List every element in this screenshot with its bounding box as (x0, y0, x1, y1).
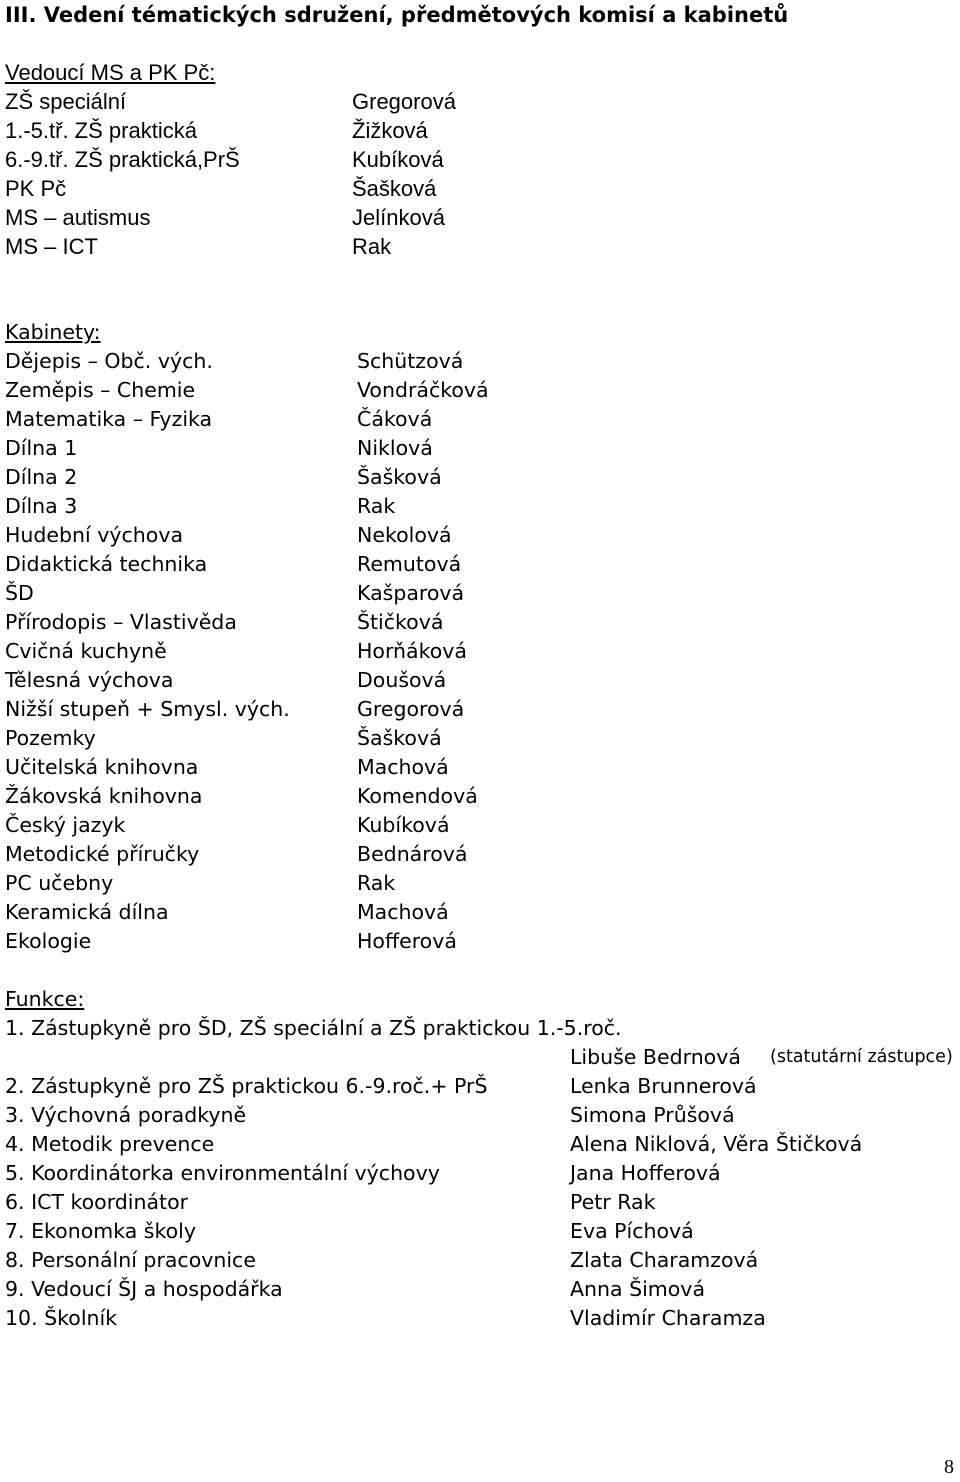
list-item (5, 1072, 955, 1101)
item-label: 6.-9.tř. ZŠ praktická,PrŠ (5, 147, 240, 172)
item-person: Lenka Brunnerová (570, 1074, 757, 1098)
item-person: Libuše Bedrnová (570, 1045, 741, 1069)
item-label: Dílna 2 (5, 465, 78, 489)
list-item (5, 782, 945, 811)
item-label: Didaktická technika (5, 552, 208, 576)
item-person: Kašparová (357, 581, 465, 605)
item-label: Ekologie (5, 929, 92, 953)
list-item (5, 695, 945, 724)
funkce-section-title: Funkce: (5, 987, 85, 1011)
item-label: 8. Personální pracovnice (5, 1248, 256, 1272)
item-label: Dějepis – Obč. vých. (5, 349, 213, 373)
list-item (5, 869, 945, 898)
list-item (5, 637, 945, 666)
item-label: Dílna 1 (5, 436, 78, 460)
item-person: Anna Šimová (570, 1277, 706, 1301)
item-label: PK Pč (5, 176, 67, 201)
list-item (5, 376, 945, 405)
list-item (5, 840, 945, 869)
item-person: Kubíková (352, 147, 444, 172)
item-label: 5. Koordinátorka environmentální výchovy (5, 1161, 440, 1185)
item-label: Metodické příručky (5, 842, 200, 866)
item-person: Eva Píchová (570, 1219, 694, 1243)
item-person: Štičková (357, 610, 444, 634)
list-item (5, 1043, 955, 1072)
item-label: Přírodopis – Vlastivěda (5, 610, 237, 634)
list-item (5, 1130, 955, 1159)
list-item (5, 232, 945, 261)
item-person: Jelínková (352, 205, 445, 230)
list-item (5, 724, 945, 753)
item-label: 9. Vedoucí ŠJ a hospodářka (5, 1277, 283, 1301)
item-label: ZŠ speciální (5, 89, 127, 114)
list-item (5, 927, 945, 956)
item-label: Pozemky (5, 726, 96, 750)
item-label: ŠD (5, 581, 34, 605)
item-person: Rak (352, 234, 392, 259)
list-item (5, 1275, 955, 1304)
item-person: Gregorová (352, 89, 456, 114)
item-person: Kubíková (357, 813, 450, 837)
item-person: Nekolová (357, 523, 452, 547)
item-label: MS – autismus (5, 205, 151, 230)
item-person: Bednárová (357, 842, 468, 866)
item-person: Žižková (352, 118, 428, 143)
list-item (5, 579, 945, 608)
list-item (5, 203, 945, 232)
ms-section (5, 58, 945, 261)
item-label: 1.-5.tř. ZŠ praktická (5, 118, 197, 143)
item-label: 7. Ekonomka školy (5, 1219, 196, 1243)
list-item (5, 145, 945, 174)
item-label: Český jazyk (5, 813, 126, 837)
list-item (5, 434, 945, 463)
item-person: Šašková (357, 465, 442, 489)
list-item (5, 492, 945, 521)
item-person: Vondráčková (357, 378, 489, 402)
list-item (5, 1014, 955, 1043)
item-person: Jana Hofferová (570, 1161, 721, 1185)
item-label: Keramická dílna (5, 900, 169, 924)
item-label: Zeměpis – Chemie (5, 378, 196, 402)
item-label: Cvičná kuchyně (5, 639, 167, 663)
list-item (5, 1159, 955, 1188)
item-label: Tělesná výchova (5, 668, 174, 692)
item-person: Rak (357, 871, 396, 895)
item-person: Petr Rak (570, 1190, 656, 1214)
list-item (5, 1217, 955, 1246)
item-label: Nižší stupeň + Smysl. vých. (5, 697, 290, 721)
list-item (5, 1188, 955, 1217)
item-person: Schützová (357, 349, 464, 373)
item-person: Horňáková (357, 639, 467, 663)
item-person: Gregorová (357, 697, 465, 721)
item-person: Machová (357, 900, 449, 924)
ms-section-title: Vedoucí MS a PK Pč: (5, 60, 216, 85)
page-number: 8 (944, 1456, 954, 1478)
item-person: Doušová (357, 668, 447, 692)
list-item (5, 347, 945, 376)
funkce-section (5, 985, 955, 1333)
list-item (5, 1246, 955, 1275)
item-label: 10. Školník (5, 1306, 118, 1330)
list-item (5, 1304, 955, 1333)
list-item (5, 811, 945, 840)
item-label: MS – ICT (5, 234, 98, 259)
item-label: 6. ICT koordinátor (5, 1190, 189, 1214)
item-label: 3. Výchovná poradkyně (5, 1103, 247, 1127)
item-person: Alena Niklová, Věra Štičková (570, 1132, 863, 1156)
item-note: (statutární zástupce) (770, 1047, 953, 1067)
section-heading: III. Vedení tématických sdružení, předmětových komisí a kabinetů (5, 3, 789, 27)
item-label: PC učebny (5, 871, 114, 895)
list-item (5, 898, 945, 927)
item-person: Komendová (357, 784, 478, 808)
item-person: Vladimír Charamza (570, 1306, 766, 1330)
item-label: 1. Zástupkyně pro ŠD, ZŠ speciální a ZŠ praktickou 1.-5.roč. (5, 1016, 622, 1040)
item-person: Čáková (357, 407, 433, 431)
kabinety-section (5, 318, 945, 956)
list-item (5, 463, 945, 492)
item-label: Učitelská knihovna (5, 755, 199, 779)
item-person: Remutová (357, 552, 462, 576)
list-item (5, 550, 945, 579)
item-person: Šašková (352, 176, 437, 201)
item-label: Dílna 3 (5, 494, 78, 518)
item-person: Simona Průšová (570, 1103, 735, 1127)
item-person: Rak (357, 494, 396, 518)
item-person: Hofferová (357, 929, 457, 953)
list-item (5, 666, 945, 695)
list-item (5, 608, 945, 637)
item-label: 4. Metodik prevence (5, 1132, 215, 1156)
item-person: Šašková (357, 726, 442, 750)
list-item (5, 1101, 955, 1130)
item-label: Matematika – Fyzika (5, 407, 213, 431)
item-person: Niklová (357, 436, 433, 460)
list-item (5, 405, 945, 434)
list-item (5, 87, 945, 116)
item-person: Zlata Charamzová (570, 1248, 759, 1272)
item-person: Machová (357, 755, 449, 779)
kabinety-section-title: Kabinety: (5, 320, 101, 344)
item-label: Žákovská knihovna (5, 784, 203, 808)
item-label: 2. Zástupkyně pro ZŠ praktickou 6.-9.roč.+ PrŠ (5, 1074, 488, 1098)
list-item (5, 521, 945, 550)
item-label: Hudební výchova (5, 523, 184, 547)
list-item (5, 753, 945, 782)
list-item (5, 174, 945, 203)
list-item (5, 116, 945, 145)
